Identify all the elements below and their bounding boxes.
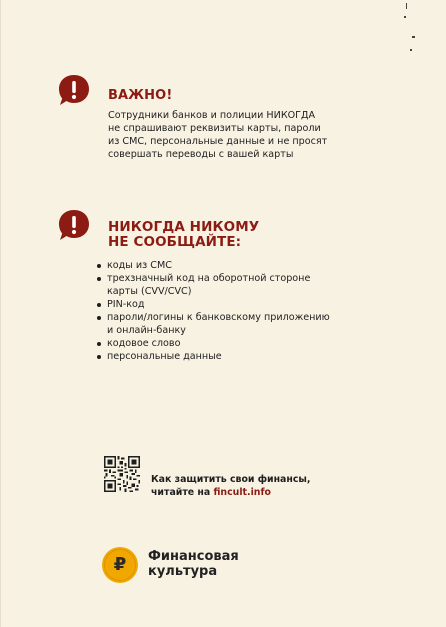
qr-caption-prefix: читайте на [151, 486, 214, 498]
list-item [96, 259, 396, 272]
print-mark [406, 3, 407, 9]
qr-caption-line [151, 487, 310, 500]
exclamation-icon [57, 73, 91, 107]
list-item-line: карты (CVV/CVC) [107, 286, 192, 297]
never-tell-heading [108, 220, 259, 250]
print-mark [404, 16, 406, 18]
never-tell-list [96, 259, 396, 363]
important-heading: ВАЖНО! [108, 88, 173, 103]
important-text-line: совершать переводы с вашей карты [108, 149, 294, 160]
important-text-line: Сотрудники банков и полиции НИКОГДА [108, 110, 316, 121]
list-item-line: трехзначный код на оборотной стороне [107, 273, 311, 284]
list-item [96, 350, 396, 363]
important-text-line: из СМС, персональные данные и не просят [108, 136, 328, 147]
qr-caption [151, 474, 310, 499]
list-item-line: коды из СМС [107, 260, 172, 271]
list-item [96, 311, 396, 337]
print-mark [412, 36, 415, 38]
qr-caption-line: Как защитить свои финансы, [151, 474, 311, 485]
logo-text-line: Финансовая [148, 549, 239, 564]
financial-culture-logo-text [148, 549, 239, 579]
qr-code[interactable] [104, 456, 140, 492]
ruble-symbol: ₽ [113, 554, 127, 575]
list-item-line: пароли/логины к банковскому приложению [107, 312, 330, 323]
list-item-line: кодовое слово [107, 338, 181, 349]
list-item-line: и онлайн-банку [107, 325, 186, 336]
list-item [96, 337, 396, 350]
logo-text-line: культура [148, 564, 218, 579]
never-tell-heading-line: НИКОГДА НИКОМУ [108, 219, 260, 235]
list-item [96, 298, 396, 311]
fincult-link[interactable]: fincult.info [213, 486, 271, 498]
exclamation-icon [57, 208, 91, 242]
never-tell-heading-line: НЕ СООБЩАЙТЕ: [108, 234, 242, 250]
list-item-line: персональные данные [107, 351, 222, 362]
list-item-line: PIN-код [107, 299, 145, 310]
list-item [96, 272, 396, 298]
important-text-line: не спрашивают реквизиты карты, пароли [108, 123, 321, 134]
important-text [108, 109, 327, 161]
print-mark [410, 49, 412, 51]
